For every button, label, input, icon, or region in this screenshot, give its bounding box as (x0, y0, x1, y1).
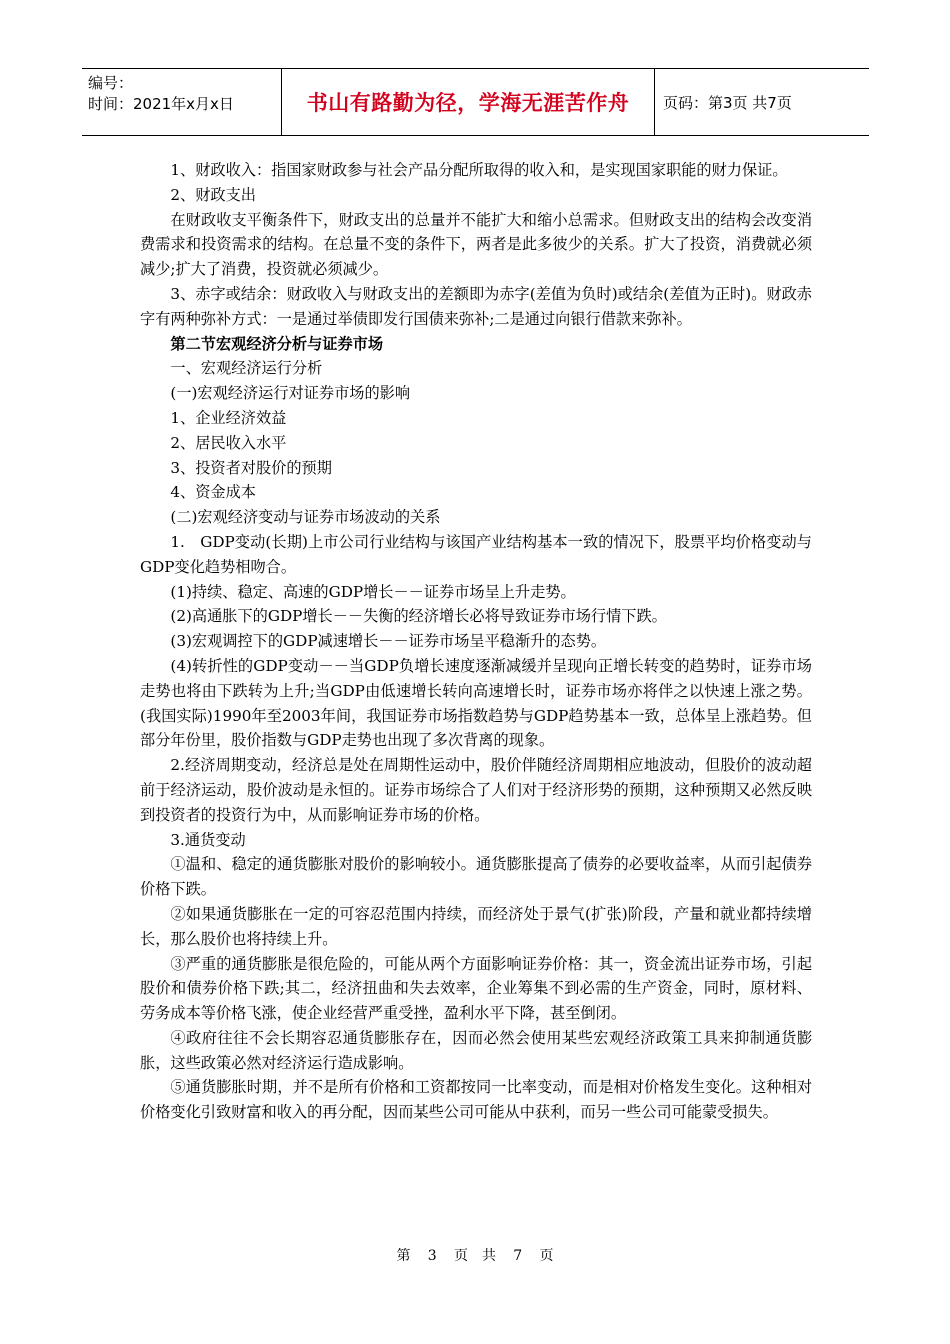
document-number-label: 编号： (88, 74, 134, 92)
section-heading: 第二节宏观经济分析与证券市场 (170, 334, 384, 353)
body-paragraph: ⑤通货膨胀时期，并不是所有价格和工资都按同一比率变动，而是相对价格发生变化。这种相对价格变化引致财富和收入的再分配，因而某些公司可能从中获利，而另一些公司可能蒙受损失。 (140, 1078, 812, 1122)
body-paragraph: 在财政收支平衡条件下，财政支出的总量并不能扩大和缩小总需求。但财政支出的结构会改变消费需求和投资需求的结构。在总量不变的条件下，两者是此多彼少的关系。扩大了投资，消费就必须减少;扩大了消费，投资就必须减少。 (140, 210, 812, 279)
body-paragraph: 一、宏观经济运行分析 (170, 359, 323, 378)
footer-total-pages: 7 (513, 1248, 523, 1264)
body-paragraph: (4)转折性的GDP变动－－当GDP负增长速度逐渐减缓并呈现向正增长转变的趋势时，证券市场走势也将由下跌转为上升;当GDP由低速增长转向高速增长时，证券市场亦将伴之以快速上涨之势。(我国实际)1990年至2003年间，我国证券市场指数趋势与GDP趋势基本一致，总体呈上涨趋势。但部分年份里，股价指数与GDP走势也出现了多次背离的现象。 (140, 656, 812, 750)
body-paragraph: (3)宏观调控下的GDP减速增长－－证券市场呈平稳渐升的态势。 (170, 632, 607, 651)
footer-suffix: 页 (539, 1248, 554, 1264)
body-paragraph: (1)持续、稳定、高速的GDP增长－－证券市场呈上升走势。 (170, 582, 576, 601)
body-paragraph: 3、投资者对股价的预期 (170, 458, 332, 477)
body-paragraph: 3.通货变动 (170, 830, 246, 849)
page-footer (0, 1245, 950, 1265)
body-paragraph: 2、财政支出 (170, 185, 256, 204)
footer-current-page: 3 (427, 1248, 437, 1264)
body-paragraph: ③严重的通货膨胀是很危险的，可能从两个方面影响证券价格：其一，资金流出证券市场，引起股价和债券价格下跌;其二，经济扭曲和失去效率，企业筹集不到必需的生产资金，同时，原材料、劳务成本等价格飞涨，使企业经营严重受挫，盈利水平下降，甚至倒闭。 (140, 954, 812, 1023)
header-page-info: 页码：第3页 共7页 (663, 93, 792, 112)
body-paragraph: (一)宏观经济运行对证券市场的影响 (170, 384, 411, 403)
body-paragraph: (2)高通胀下的GDP增长－－失衡的经济增长必将导致证券市场行情下跌。 (170, 607, 667, 626)
footer-prefix: 第 (396, 1248, 411, 1264)
body-paragraph: 4、资金成本 (170, 483, 256, 502)
body-paragraph: 2、居民收入水平 (170, 433, 287, 452)
document-date: 时间：2021年x月x日 (88, 95, 234, 113)
body-paragraph: 1、企业经济效益 (170, 408, 287, 427)
body-paragraph: ④政府往往不会长期容忍通货膨胀存在，因而必然会使用某些宏观经济政策工具来抑制通货膨胀，这些政策必然对经济运行造成影响。 (140, 1028, 812, 1072)
header-motto: 书山有路勤为径，学海无涯苦作舟 (282, 69, 655, 135)
footer-mid: 页 共 (454, 1248, 496, 1264)
header-left-cell (82, 69, 282, 135)
body-paragraph: 1、财政收入：指国家财政参与社会产品分配所取得的收入和，是实现国家职能的财力保证。 (170, 161, 788, 179)
body-paragraph: 3、赤字或结余：财政收入与财政支出的差额即为赤字(差值为负时)或结余(差值为正时)。财政赤字有两种弥补方式：一是通过举债即发行国债来弥补;二是通过向银行借款来弥补。 (140, 284, 812, 328)
body-paragraph: ②如果通货膨胀在一定的可容忍范围内持续，而经济处于景气(扩张)阶段，产量和就业都持续增长，那么股价也将持续上升。 (140, 904, 812, 948)
body-paragraph: ①温和、稳定的通货膨胀对股价的影响较小。通货膨胀提高了债券的必要收益率，从而引起债券价格下跌。 (140, 855, 812, 899)
body-paragraph: 1. GDP变动(长期)上市公司行业结构与该国产业结构基本一致的情况下，股票平均价格变动与GDP变化趋势相吻合。 (140, 532, 812, 576)
body-paragraph: (二)宏观经济变动与证券市场波动的关系 (170, 508, 441, 527)
document-body (140, 158, 812, 1125)
page-header (82, 68, 869, 136)
body-paragraph: 2.经济周期变动，经济总是处在周期性运动中，股价伴随经济周期相应地波动，但股价的波动超前于经济运动，股价波动是永恒的。证券市场综合了人们对于经济形势的预期，这种预期又必然反映到投资者的投资行为中，从而影响证券市场的价格。 (140, 756, 812, 824)
